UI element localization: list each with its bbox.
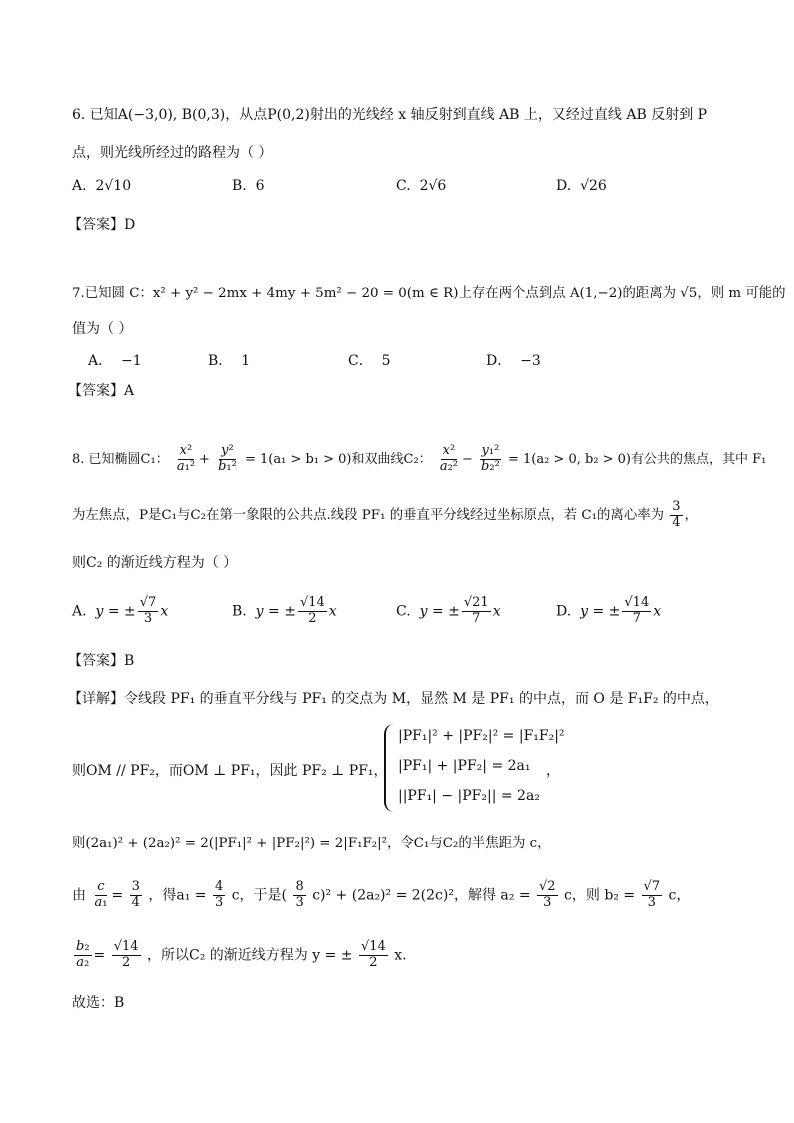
eccentricity-fraction: $\frac{3}{4}$ bbox=[672, 499, 681, 530]
option-value: 1 bbox=[241, 353, 251, 369]
option-value: −1 bbox=[121, 353, 142, 369]
option-letter: D. bbox=[556, 603, 572, 620]
option-letter: A． bbox=[88, 353, 113, 369]
q6-stem-line1: 6. 已知A(−3,0), B(0,3)，从点P(0,2)射出的光线经 x 轴反射到直线 AB 上，又经过直线 AB 反射到 P bbox=[72, 107, 708, 123]
answer-value: A bbox=[124, 383, 135, 399]
detail4-part-e: c，则 b₂ = bbox=[564, 887, 636, 904]
option-letter: D. bbox=[556, 178, 572, 194]
option-value: 5 bbox=[381, 353, 391, 369]
q6-stem-line2: 点，则光线所经过的路程为（ ） bbox=[72, 145, 273, 161]
ellipse-x-fraction: $\frac{\text{x²}}{\text{a₁²}}$ bbox=[176, 443, 196, 474]
option-letter: C. bbox=[396, 178, 411, 194]
option-value: −3 bbox=[520, 353, 541, 369]
q7-answer bbox=[68, 380, 134, 400]
hyperbola-y-fraction: $\frac{\text{y₁²}}{\text{b₂²}}$ bbox=[481, 443, 500, 474]
answer-value: B bbox=[124, 653, 135, 669]
q6-option-d bbox=[556, 178, 607, 194]
q7-stem-line2: 值为（ ） bbox=[72, 321, 133, 337]
q8-detail-line5: $\frac{\text{b₂}}{\text{a₂}}$ = $\frac{√14}{2}$ ，所以C₂ 的渐近线方程为 y = ± $\frac{√14}{2}$ x. bbox=[76, 939, 407, 970]
option-letter: A. bbox=[72, 178, 87, 194]
detail4-part-f: c， bbox=[668, 887, 691, 904]
option-value: 2√10 bbox=[95, 178, 132, 194]
answer-label: 【答案】 bbox=[68, 383, 124, 399]
detail5-part-c: x. bbox=[394, 947, 407, 964]
q6-option-c bbox=[396, 178, 446, 194]
q7-stem-line1: 7.已知圆 C：x² + y² − 2mx + 4my + 5m² − 20 = 0(m ∈ R)上存在两个点到点 A(1,−2)的距离为 √5，则 m 可能的 bbox=[72, 286, 786, 301]
q7-option-a bbox=[88, 350, 142, 370]
q8-stem-line2: 为左焦点，P是C₁与C₂在第一象限的公共点.线段 PF₁ 的垂直平分线经过坐标原点，若 C₁的离心率为 $\frac{3}{4}$ ， bbox=[72, 499, 698, 530]
system-eq-2: |PF₁| + |PF₂| = 2a₁ bbox=[398, 758, 531, 774]
option-letter: C. bbox=[396, 603, 411, 620]
q7-option-d bbox=[486, 350, 541, 370]
q8-detail-line3: 则(2a₁)² + (2a₂)² = 2(|PF₁|² + |PF₂|²) = 2|F₁F₂|²，令C₁与C₂的半焦距为 c， bbox=[72, 836, 551, 851]
detail4-part-a: 由 bbox=[72, 887, 86, 904]
system-eq-3: ||PF₁| − |PF₂|| = 2a₂ bbox=[398, 788, 540, 804]
q8-stem-part-a: 8. 已知椭圆C₁： bbox=[72, 451, 169, 467]
q8-detail-line2: 则OM // PF₂，而OM ⊥ PF₁，因此 PF₂ ⊥ PF₁， bbox=[72, 763, 388, 779]
option-letter: C． bbox=[348, 353, 373, 369]
q6-option-b bbox=[232, 178, 265, 194]
system-brace bbox=[384, 724, 396, 812]
option-letter: A. bbox=[72, 603, 87, 620]
system-eq-1: |PF₁|² + |PF₂|² = |F₁F₂|² bbox=[398, 728, 565, 744]
hyperbola-x-fraction: $\frac{\text{x²}}{\text{a₂²}}$ bbox=[439, 443, 459, 474]
answer-value: D bbox=[124, 217, 136, 233]
q8-option-c: C. y = ± $\frac{√21}{7}$ x bbox=[396, 595, 501, 626]
detail-label: 【详解】 bbox=[68, 691, 124, 707]
option-letter: B. bbox=[232, 603, 247, 620]
option-letter: B． bbox=[208, 353, 233, 369]
detail4-part-d: c)² + (2a₂)² = 2(2c)²，解得 a₂ = bbox=[312, 887, 531, 904]
q8-stem-part-b: = 1(a₁ > b₁ > 0)和双曲线C₂： bbox=[244, 451, 432, 467]
option-value: √26 bbox=[580, 178, 607, 194]
q8-stem-line1: 8. 已知椭圆C₁： $\frac{\text{x²}}{\text{a₁²}}$ + $\frac{\text{y²}}{\text{b₁²}}$ = 1(a₁ > b₁ > 0)和双曲线C₂： $\frac{\text{x²}}{\text{a₂²}}$ − $\frac{\text{y₁²}}{\text{b₂²}}$ = 1(a₂ > 0, b₂ > 0)有公共的焦点，其中 F₁ bbox=[72, 443, 767, 474]
q8-option-a: A. y = ± $\frac{√7}{3}$ x bbox=[72, 595, 169, 626]
q6-option-a bbox=[72, 178, 131, 194]
q8-detail-line1 bbox=[68, 688, 719, 708]
detail4-part-c: c，于是( bbox=[231, 887, 287, 904]
answer-label: 【答案】 bbox=[68, 653, 124, 669]
detail4-part-b: ，得a₁ = bbox=[148, 887, 207, 904]
q7-option-b bbox=[208, 350, 250, 370]
q8-answer bbox=[68, 650, 134, 670]
answer-label: 【答案】 bbox=[68, 217, 124, 233]
q6-answer bbox=[68, 214, 135, 234]
option-letter: B. bbox=[232, 178, 247, 194]
ellipse-y-fraction: $\frac{\text{y²}}{\text{b₁²}}$ bbox=[218, 443, 237, 474]
option-letter: D． bbox=[486, 353, 512, 369]
q8-stem-line2-text: 为左焦点，P是C₁与C₂在第一象限的公共点.线段 PF₁ 的垂直平分线经过坐标原点，若 C₁的离心率为 bbox=[72, 507, 664, 523]
option-value: 2√6 bbox=[419, 178, 447, 194]
q7-option-c bbox=[348, 350, 391, 370]
detail5-part-b: ，所以C₂ 的渐近线方程为 y = ± bbox=[147, 947, 353, 964]
q8-stem-part-c: = 1(a₂ > 0, b₂ > 0)有公共的焦点，其中 F₁ bbox=[507, 451, 767, 467]
q8-detail-line4: 由 $\frac{c}{\text{a₁}}$ = $\frac{3}{4}$ ，得a₁ = $\frac{4}{3}$ c，于是( $\frac{8}{3}$ c)² + (2a₂)² = 2(2c)²，解得 a₂ = $\frac{√2}{3}$ c，则 b₂ = $\frac{√7}{3}$ c， bbox=[72, 879, 691, 910]
option-value: 6 bbox=[255, 178, 265, 194]
q8-conclusion: 故选：B bbox=[72, 995, 125, 1011]
q8-stem-line3: 则C₂ 的渐近线方程为（ ） bbox=[72, 555, 238, 571]
q8-option-d: D. y = ± $\frac{√14}{7}$ x bbox=[556, 595, 662, 626]
system-comma: ， bbox=[546, 763, 560, 779]
detail-text: 令线段 PF₁ 的垂直平分线与 PF₁ 的交点为 M，显然 M 是 PF₁ 的中点，而 O 是 F₁F₂ 的中点， bbox=[124, 691, 719, 707]
q8-option-b: B. y = ± $\frac{√14}{2}$ x bbox=[232, 595, 337, 626]
